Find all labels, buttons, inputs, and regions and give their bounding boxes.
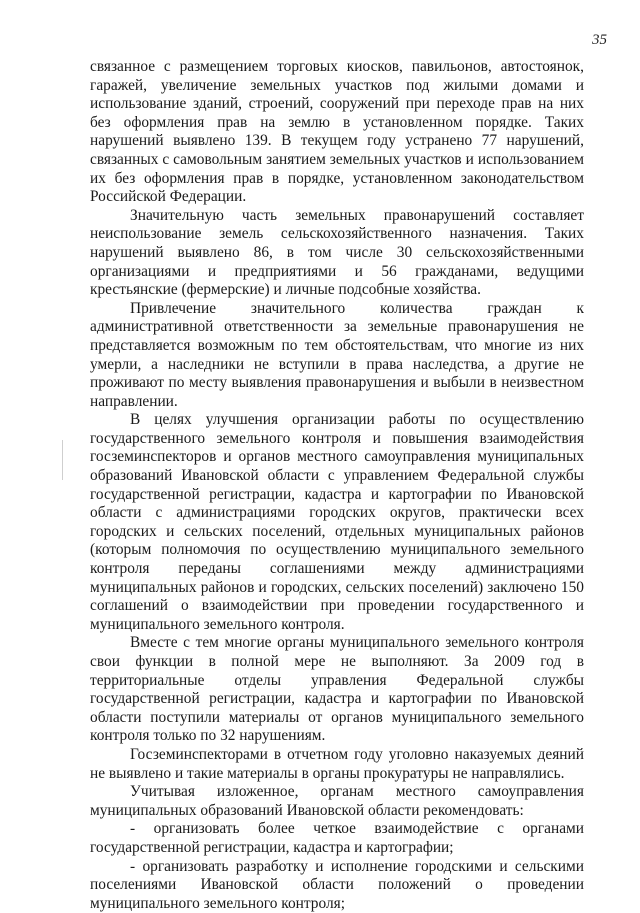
list-item-interaction: - организовать более четкое взаимодействие с органами государственной регистрации, кадастра и картографии; [90,820,584,856]
document-body [90,58,584,913]
paragraph-continuation: связанное с размещением торговых киосков, павильонов, автостоянок, гаражей, увеличение земельных участков под жилыми домами и использование зданий, строений, сооружений при переходе прав на них без оформления прав на землю в установленном порядке. Таких нарушений выявлено 139. В текущем году устранено 77 нарушений, связанных с самовольным занятием земельных участков и использованием их без оформления прав в порядке, установленном законодательством Российской Федерации. [90,58,584,206]
list-item-regulations: - организовать разработку и исполнение городскими и сельскими поселениями Ивановской области положений о проведении муниципального земельного контроля; [90,857,584,912]
paragraph-criminal-cases: Госземинспекторами в отчетном году уголовно наказуемых деяний не выявлено и такие материалы в органы прокуратуры не направлялись. [90,745,584,782]
scan-artifact-line [62,440,63,480]
paragraph-interaction-agreements: В целях улучшения организации работы по осуществлению государственного земельного контроля и повышения взаимодействия госземинспекторов и органов местного самоуправления муниципальных образований Ивановской области с управлением Федеральной службы государственной регистрации, кадастра и картографии по Ивановской области с администрациями городских округов, практически всех городских и сельских поселений, отдельных муниципальных районов (которым полномочия по осуществлению муниципального земельного контроля переданы соглашениями между администрациями муниципальных районов и городских, сельских поселений) заключено 150 соглашений о взаимодействии при проведении государственного и муниципального земельного контроля. [90,411,584,633]
page-number: 35 [592,32,607,48]
paragraph-municipal-control: Вместе с тем многие органы муниципального земельного контроля свои функции в полной мере не выполняют. За 2009 год в территориальные отделы управления Федеральной службы государственной регистрации, кадастра и картографии по Ивановской области поступили материалы от органов муниципального земельного контроля только по 32 нарушениям. [90,634,584,745]
paragraph-administrative-liability: Привлечение значительного количества граждан к административной ответственности за земельные правонарушения не представляется возможным по тем обстоятельствам, что многие из них умерли, а наследники не вступили в права наследства, а другие не проживают по месту выявления правонарушения и выбыли в неизвестном направлении. [90,299,584,410]
paragraph-recommendations-intro: Учитывая изложенное, органам местного самоуправления муниципальных образований Ивановской области рекомендовать: [90,783,584,819]
paragraph-unused-agricultural-land: Значительную часть земельных правонарушений составляет неиспользование земель сельскохозяйственного назначения. Таких нарушений выявлено 86, в том числе 30 сельскохозяйственными организациями и предприятиями и 56 гражданами, ведущими крестьянские (фермерские) и личные подсобные хозяйства. [90,206,584,299]
